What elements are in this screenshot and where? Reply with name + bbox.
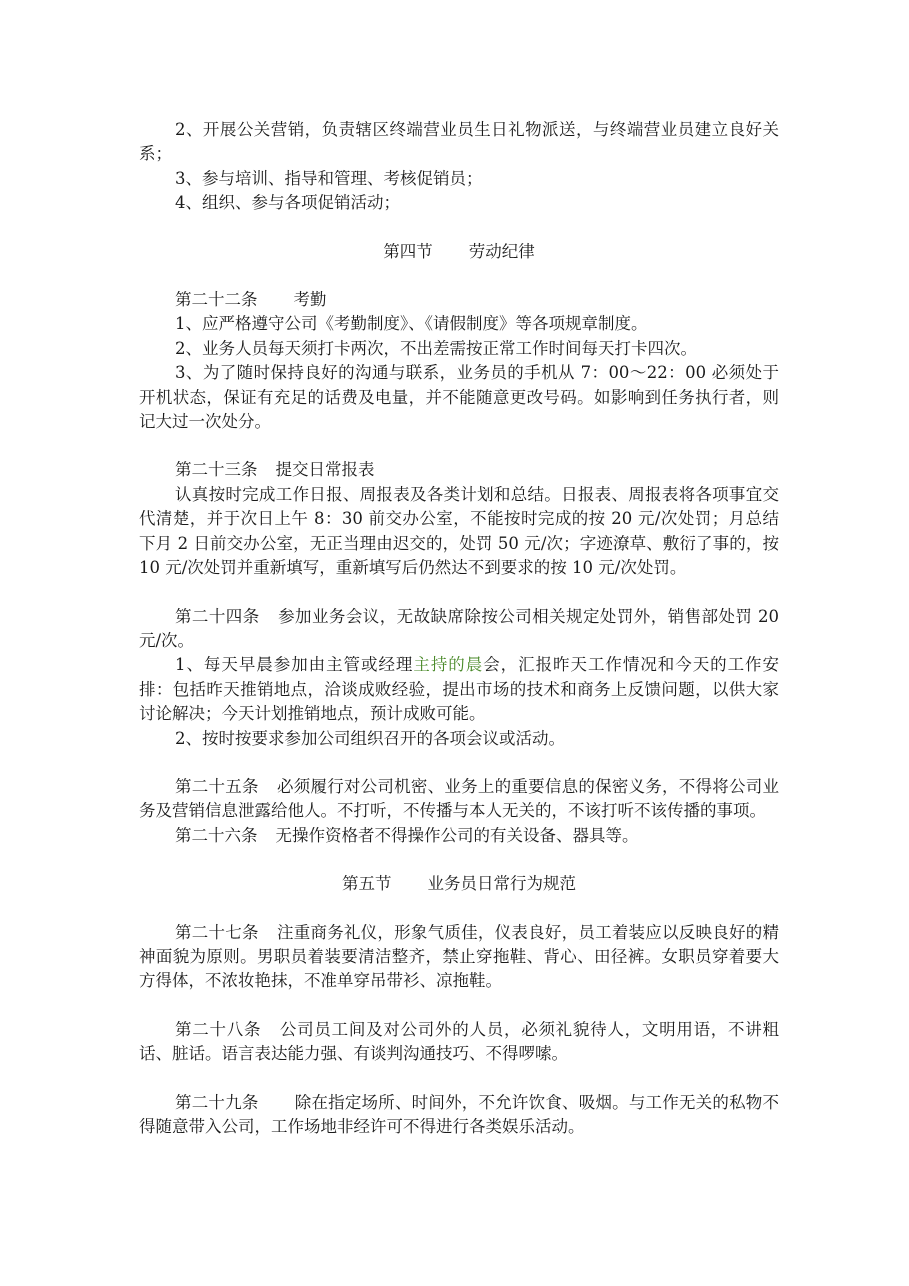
article-28-paragraph <box>139 1018 779 1067</box>
article-23-heading <box>139 458 779 482</box>
section-title: 业务员日常行为规范 <box>427 874 576 894</box>
article-24-paragraph <box>139 605 779 654</box>
article-title: 考勤 <box>293 290 327 310</box>
article-number: 第二十八条 <box>175 1019 262 1039</box>
article-body: 参加业务会议，无故缺席除按公司相关规定处罚外，销售部处罚 20 元/次。 <box>139 606 779 650</box>
article-number: 第二十五条 <box>175 776 259 796</box>
section-title: 劳动纪律 <box>468 241 535 261</box>
article-24-item-1 <box>139 653 779 726</box>
article-22-item-2: 2、业务人员每天须打卡两次，不出差需按正常工作时间每天打卡四次。 <box>175 338 697 358</box>
article-number: 第二十七条 <box>175 922 259 942</box>
intro-item-4: 4、组织、参与各项促销活动； <box>175 193 400 213</box>
intro-item-3: 3、参与培训、指导和管理、考核促销员； <box>175 168 483 188</box>
article-27-paragraph <box>139 921 779 994</box>
item-text: 会，汇报昨天工作情况和今天的工作安排：包括昨天推销地点，洽谈成败经验，提出市场的技术和商务上反馈问题，以供大家讨论解决；今天计划推销地点，预计成败可能。 <box>139 655 780 724</box>
article-22-heading <box>139 288 779 312</box>
article-number: 第二十三条 <box>175 460 258 480</box>
article-number: 第二十六条 <box>175 825 258 845</box>
article-number: 第二十四条 <box>175 606 260 626</box>
section-4-heading <box>139 240 779 264</box>
article-number: 第二十九条 <box>175 1092 259 1112</box>
section-5-heading <box>139 872 779 896</box>
article-body: 注重商务礼仪，形象气质佳，仪表良好，员工着装应以反映良好的精神面貌为原则。男职员着装要清洁整齐，禁止穿拖鞋、背心、田径裤。女职员穿着要大方得体，不浓妆艳抹，不准单穿吊带衫、凉拖鞋。 <box>139 922 780 991</box>
article-number: 第二十二条 <box>175 290 258 310</box>
article-24-item-2: 2、按时按要求参加公司组织召开的各项会议或活动。 <box>175 728 565 748</box>
article-body: 必须履行对公司机密、业务上的重要信息的保密义务，不得将公司业务及营销信息泄露给他人。不打听，不传播与本人无关的，不该打听不该传播的事项。 <box>139 776 780 821</box>
article-body: 无操作资格者不得操作公司的有关设备、器具等。 <box>275 825 639 845</box>
section-number: 第四节 <box>383 241 433 261</box>
intro-item-2: 2、开展公关营销，负责辖区终端营业员生日礼物派送，与终端营业员建立良好关系； <box>139 120 779 164</box>
highlighted-text: 主持的晨 <box>413 655 484 675</box>
article-22-item-1: 1、应严格遵守公司《考勤制度》、《请假制度》等各项规章制度。 <box>175 314 648 334</box>
article-23-body: 认真按时完成工作日报、周报表及各类计划和总结。日报表、周报表将各项事宜交代清楚，并于次日上午 8：30 前交办公室，不能按时完成的按 20 元/次处罚；月总结下月 2 日前交办公室，无正当理由迟交的，处罚 50 元/次；字迹潦草、敷衍了事的，按 10 元/次处罚并重新填写，重新填写后仍然达不到要求的按 10 元/次处罚。 <box>139 484 779 578</box>
section-number: 第五节 <box>342 874 392 894</box>
article-title: 提交日常报表 <box>275 460 375 480</box>
document-page <box>139 118 779 1139</box>
article-25-paragraph <box>139 775 779 824</box>
item-text: 1、每天早晨参加由主管或经理 <box>175 655 414 675</box>
article-29-paragraph <box>139 1091 779 1140</box>
article-body: 公司员工间及对公司外的人员，必须礼貌待人，文明用语，不讲粗话、脏话。语言表达能力强、有谈判沟通技巧、不得啰嗦。 <box>139 1019 780 1064</box>
article-body: 除在指定场所、时间外，不允许饮食、吸烟。与工作无关的私物不得随意带入公司，工作场地非经许可不得进行各类娱乐活动。 <box>139 1092 780 1136</box>
article-22-item-3: 3、为了随时保持良好的沟通与联系，业务员的手机从 7：00～22：00 必须处于开机状态，保证有充足的话费及电量，并不能随意更改号码。如影响到任务执行者，则记大过一次处分。 <box>139 363 779 432</box>
article-26-paragraph <box>139 824 779 848</box>
